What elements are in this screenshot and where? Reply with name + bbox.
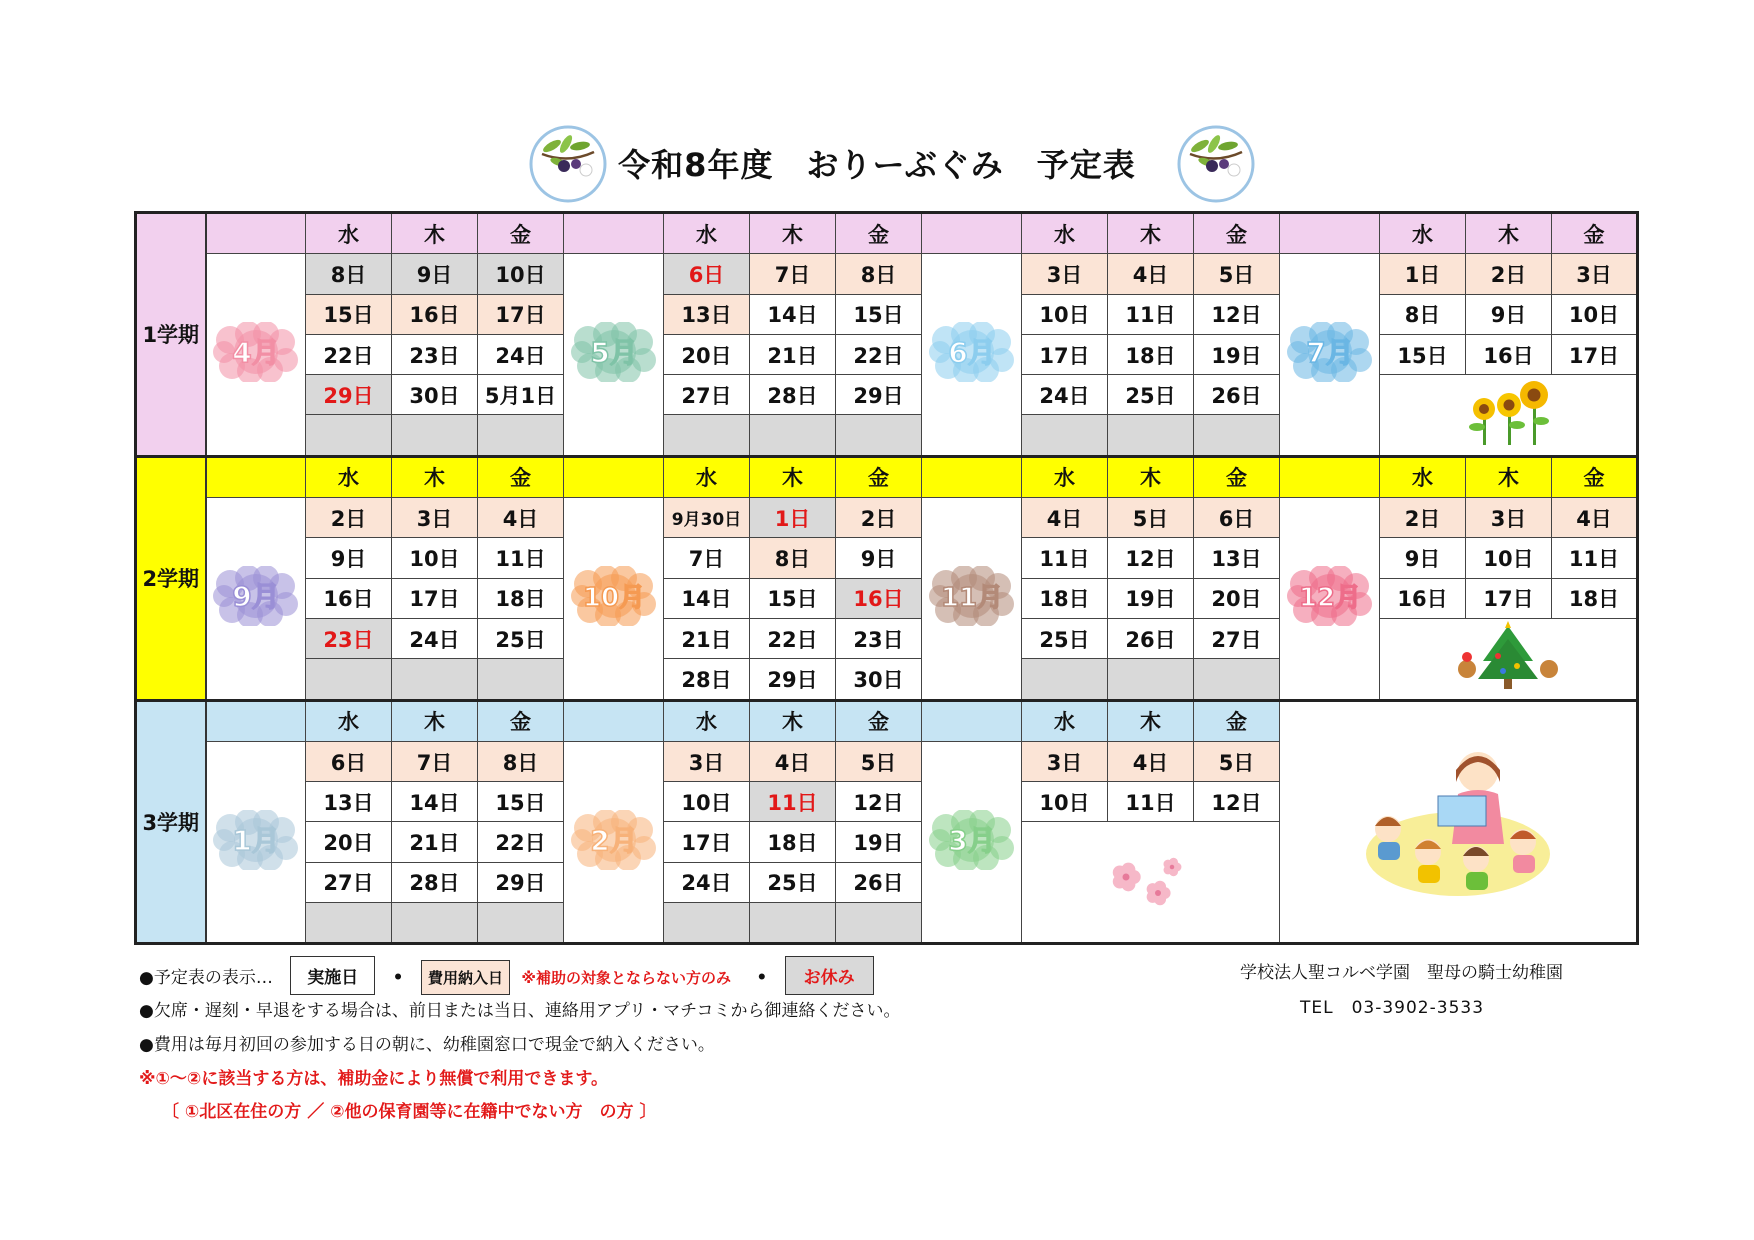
day-cell: 13日	[306, 782, 392, 822]
weekday-header: 金	[1194, 700, 1280, 741]
decoration-cell	[1022, 822, 1280, 944]
empty-day-cell	[664, 903, 750, 944]
empty-day-cell	[1108, 659, 1194, 700]
day-cell: 17日	[1022, 334, 1108, 374]
decoration-cell	[1380, 375, 1638, 457]
day-cell: 14日	[750, 294, 836, 334]
day-cell: 5日	[836, 741, 922, 781]
month-cell	[564, 498, 664, 700]
day-cell: 14日	[392, 782, 478, 822]
day-cell: 20日	[306, 822, 392, 862]
day-cell: 7日	[750, 254, 836, 294]
empty-day-cell	[478, 903, 564, 944]
day-cell: 19日	[1194, 334, 1280, 374]
day-cell: 22日	[836, 334, 922, 374]
day-cell: 2日	[306, 498, 392, 538]
day-cell: 15日	[306, 294, 392, 334]
month-badge-cloud-icon	[928, 566, 1016, 626]
day-cell: 18日	[478, 578, 564, 618]
day-cell: 16日	[1380, 578, 1466, 618]
month-header-spacer	[206, 456, 306, 497]
day-cell: 11日	[1022, 538, 1108, 578]
day-cell: 25日	[1108, 375, 1194, 415]
day-cell: 28日	[392, 862, 478, 902]
month-cell	[206, 254, 306, 456]
day-cell: 22日	[478, 822, 564, 862]
subsidy-conditions: 〔 ①北区在住の方 ／ ②他の保育園等に在籍中でない方 の方 〕	[162, 1102, 657, 1122]
day-cell: 26日	[1108, 618, 1194, 658]
day-cell: 18日	[1108, 334, 1194, 374]
weekday-header: 水	[1380, 456, 1466, 497]
month-cell	[922, 741, 1022, 943]
weekday-header: 金	[1552, 456, 1638, 497]
legend-holiday: お休み	[785, 956, 874, 995]
empty-day-cell	[1022, 659, 1108, 700]
month-cell	[1280, 498, 1380, 700]
month-header-spacer	[1280, 456, 1380, 497]
day-cell: 6日	[664, 254, 750, 294]
day-cell: 29日	[750, 659, 836, 700]
day-cell: 20日	[664, 334, 750, 374]
weekday-header: 水	[1022, 456, 1108, 497]
day-cell: 29日	[478, 862, 564, 902]
empty-day-cell	[664, 415, 750, 456]
illustration-area	[1280, 700, 1638, 944]
day-cell: 5日	[1108, 498, 1194, 538]
week-row	[136, 254, 1638, 294]
weekday-header: 水	[664, 700, 750, 741]
day-cell: 17日	[1466, 578, 1552, 618]
day-cell: 7日	[664, 538, 750, 578]
empty-day-cell	[306, 415, 392, 456]
empty-day-cell	[836, 415, 922, 456]
month-header-spacer	[1280, 213, 1380, 254]
month-badge-cloud-icon	[212, 810, 300, 870]
note-absence: ●欠席・遅刻・早退をする場合は、前日または当日、連絡用アプリ・マチコミから御連絡ください。	[139, 1001, 901, 1021]
weekday-header: 金	[478, 213, 564, 254]
weekday-header: 金	[836, 700, 922, 741]
legend-held-day: 実施日	[290, 956, 375, 995]
christmas-tree-icon	[1453, 621, 1563, 691]
day-cell: 11日	[1108, 294, 1194, 334]
weekday-header: 金	[478, 456, 564, 497]
day-cell: 16日	[306, 578, 392, 618]
day-cell: 7日	[392, 741, 478, 781]
weekday-header: 水	[664, 213, 750, 254]
decoration-cell	[1380, 618, 1638, 700]
weekday-header: 水	[1380, 213, 1466, 254]
weekday-header: 木	[750, 456, 836, 497]
day-cell: 27日	[1194, 618, 1280, 658]
term-header-row	[136, 456, 1638, 497]
weekday-header: 木	[750, 700, 836, 741]
day-cell: 23日	[392, 334, 478, 374]
day-cell: 4日	[1022, 498, 1108, 538]
day-cell: 2日	[1380, 498, 1466, 538]
day-cell: 10日	[478, 254, 564, 294]
day-cell: 9月30日	[664, 498, 750, 538]
month-cell	[206, 741, 306, 943]
page-title: 令和8年度 おりーぶぐみ 予定表	[618, 146, 1136, 184]
day-cell: 19日	[1108, 578, 1194, 618]
month-cell	[1280, 254, 1380, 456]
legend-payday: 費用納入日	[421, 960, 510, 995]
weekday-header: 金	[836, 213, 922, 254]
weekday-header: 水	[1022, 700, 1108, 741]
weekday-header: 金	[478, 700, 564, 741]
day-cell: 12日	[836, 782, 922, 822]
month-header-spacer	[564, 700, 664, 741]
month-badge-cloud-icon	[928, 322, 1016, 382]
day-cell: 27日	[306, 862, 392, 902]
weekday-header: 金	[1194, 213, 1280, 254]
month-header-spacer	[206, 213, 306, 254]
legend-payday-note: ※補助の対象とならない方のみ	[521, 969, 731, 987]
weekday-header: 水	[664, 456, 750, 497]
schedule-table	[134, 211, 1639, 945]
day-cell: 21日	[392, 822, 478, 862]
weekday-header: 金	[1552, 213, 1638, 254]
day-cell: 4日	[478, 498, 564, 538]
day-cell: 24日	[1022, 375, 1108, 415]
empty-day-cell	[750, 415, 836, 456]
empty-day-cell	[392, 659, 478, 700]
month-label: 7月	[1305, 336, 1354, 370]
weekday-header: 木	[1108, 456, 1194, 497]
month-label: 9月	[232, 579, 280, 613]
month-label: 4月	[232, 336, 280, 370]
empty-day-cell	[1194, 659, 1280, 700]
weekday-header: 木	[1108, 700, 1194, 741]
term-label: 3学期	[136, 700, 206, 944]
day-cell: 17日	[478, 294, 564, 334]
day-cell: 11日	[478, 538, 564, 578]
week-row	[136, 538, 1638, 578]
day-cell: 3日	[1022, 741, 1108, 781]
month-label: 11月	[940, 582, 1003, 613]
week-row	[136, 578, 1638, 618]
empty-day-cell	[306, 903, 392, 944]
day-cell: 24日	[478, 334, 564, 374]
weekday-header: 木	[1108, 213, 1194, 254]
day-cell: 5日	[1194, 741, 1280, 781]
day-cell: 6日	[306, 741, 392, 781]
day-cell: 23日	[836, 618, 922, 658]
day-cell: 8日	[478, 741, 564, 781]
day-cell: 28日	[664, 659, 750, 700]
month-badge-cloud-icon	[212, 566, 300, 626]
legend-prefix: ●予定表の表示…	[139, 968, 273, 988]
day-cell: 20日	[1194, 578, 1280, 618]
day-cell: 30日	[836, 659, 922, 700]
month-badge-cloud-icon	[928, 810, 1016, 870]
day-cell: 28日	[750, 375, 836, 415]
sunflower-icon	[1453, 377, 1563, 447]
day-cell: 17日	[1552, 334, 1638, 374]
week-row	[136, 498, 1638, 538]
week-row	[136, 375, 1638, 415]
day-cell: 11日	[1108, 782, 1194, 822]
month-cell	[922, 498, 1022, 700]
day-cell: 4日	[1108, 741, 1194, 781]
weekday-header: 木	[1466, 456, 1552, 497]
day-cell: 25日	[750, 862, 836, 902]
weekday-header: 木	[392, 456, 478, 497]
day-cell: 9日	[836, 538, 922, 578]
day-cell: 24日	[392, 618, 478, 658]
month-header-spacer	[922, 213, 1022, 254]
day-cell: 4日	[750, 741, 836, 781]
day-cell: 1日	[750, 498, 836, 538]
day-cell: 18日	[1552, 578, 1638, 618]
day-cell: 23日	[306, 618, 392, 658]
day-cell: 21日	[750, 334, 836, 374]
legend	[139, 956, 874, 995]
month-cell	[206, 498, 306, 700]
day-cell: 18日	[750, 822, 836, 862]
cherry-blossom-icon	[1096, 845, 1206, 915]
day-cell: 8日	[836, 254, 922, 294]
month-label: 6月	[947, 336, 996, 370]
day-cell: 22日	[750, 618, 836, 658]
empty-day-cell	[1022, 415, 1108, 456]
day-cell: 8日	[306, 254, 392, 294]
day-cell: 21日	[664, 618, 750, 658]
day-cell: 19日	[836, 822, 922, 862]
week-row	[136, 618, 1638, 658]
month-cell	[564, 254, 664, 456]
day-cell: 9日	[392, 254, 478, 294]
day-cell: 6日	[1194, 498, 1280, 538]
day-cell: 8日	[750, 538, 836, 578]
month-badge-cloud-icon	[570, 322, 658, 382]
day-cell: 17日	[664, 822, 750, 862]
weekday-header: 水	[1022, 213, 1108, 254]
day-cell: 24日	[664, 862, 750, 902]
empty-day-cell	[750, 903, 836, 944]
weekday-header: 水	[306, 213, 392, 254]
week-row	[136, 294, 1638, 334]
day-cell: 1日	[1380, 254, 1466, 294]
empty-day-cell	[392, 415, 478, 456]
day-cell: 10日	[1022, 294, 1108, 334]
day-cell: 15日	[1380, 334, 1466, 374]
term-label: 1学期	[136, 213, 206, 457]
day-cell: 11日	[1552, 538, 1638, 578]
weekday-header: 木	[1466, 213, 1552, 254]
month-label: 2月	[589, 823, 638, 857]
day-cell: 10日	[1552, 294, 1638, 334]
week-row	[136, 334, 1638, 374]
term-header-row	[136, 700, 1638, 741]
subsidy-note: ※①～②に該当する方は、補助金により無償で利用できます。	[139, 1069, 608, 1089]
day-cell: 15日	[836, 294, 922, 334]
day-cell: 16日	[836, 578, 922, 618]
weekday-header: 木	[392, 700, 478, 741]
day-cell: 2日	[836, 498, 922, 538]
month-header-spacer	[922, 700, 1022, 741]
day-cell: 12日	[1194, 294, 1280, 334]
month-header-spacer	[206, 700, 306, 741]
day-cell: 27日	[664, 375, 750, 415]
day-cell: 9日	[306, 538, 392, 578]
month-badge-cloud-icon	[1286, 566, 1374, 626]
empty-day-cell	[836, 903, 922, 944]
day-cell: 3日	[1552, 254, 1638, 294]
month-header-spacer	[564, 213, 664, 254]
day-cell: 15日	[478, 782, 564, 822]
empty-day-cell	[1108, 415, 1194, 456]
month-label: 3月	[947, 823, 996, 857]
day-cell: 5月1日	[478, 375, 564, 415]
day-cell: 3日	[1466, 498, 1552, 538]
day-cell: 3日	[392, 498, 478, 538]
month-label: 1月	[232, 823, 280, 857]
school-tel: TEL 03-3902-3533	[1300, 998, 1485, 1018]
month-badge-cloud-icon	[1286, 322, 1374, 382]
day-cell: 3日	[664, 741, 750, 781]
weekday-header: 木	[750, 213, 836, 254]
day-cell: 29日	[836, 375, 922, 415]
term-header-row	[136, 213, 1638, 254]
day-cell: 4日	[1108, 254, 1194, 294]
month-header-spacer	[922, 456, 1022, 497]
day-cell: 22日	[306, 334, 392, 374]
month-label: 10月	[582, 582, 645, 613]
month-badge-cloud-icon	[570, 810, 658, 870]
day-cell: 26日	[836, 862, 922, 902]
month-label: 5月	[589, 336, 638, 370]
day-cell: 29日	[306, 375, 392, 415]
empty-day-cell	[392, 903, 478, 944]
day-cell: 16日	[1466, 334, 1552, 374]
day-cell: 10日	[1022, 782, 1108, 822]
weekday-header: 水	[306, 700, 392, 741]
day-cell: 17日	[392, 578, 478, 618]
day-cell: 15日	[750, 578, 836, 618]
day-cell: 25日	[1022, 618, 1108, 658]
legend-bullet-2: •	[756, 968, 768, 988]
month-badge-cloud-icon	[212, 322, 300, 382]
day-cell: 30日	[392, 375, 478, 415]
day-cell: 5日	[1194, 254, 1280, 294]
day-cell: 11日	[750, 782, 836, 822]
day-cell: 13日	[1194, 538, 1280, 578]
day-cell: 8日	[1380, 294, 1466, 334]
empty-day-cell	[306, 659, 392, 700]
legend-bullet-1: •	[392, 968, 404, 988]
day-cell: 9日	[1466, 294, 1552, 334]
month-header-spacer	[564, 456, 664, 497]
note-payment: ●費用は毎月初回の参加する日の朝に、幼稚園窓口で現金で納入ください。	[139, 1035, 715, 1055]
day-cell: 12日	[1194, 782, 1280, 822]
day-cell: 10日	[392, 538, 478, 578]
day-cell: 12日	[1108, 538, 1194, 578]
day-cell: 9日	[1380, 538, 1466, 578]
month-cell	[922, 254, 1022, 456]
day-cell: 10日	[664, 782, 750, 822]
month-cell	[564, 741, 664, 943]
term-label: 2学期	[136, 456, 206, 700]
weekday-header: 木	[392, 213, 478, 254]
empty-day-cell	[478, 415, 564, 456]
day-cell: 13日	[664, 294, 750, 334]
month-label: 12月	[1298, 582, 1361, 613]
empty-day-cell	[1194, 415, 1280, 456]
teacher-reading-illustration	[1358, 734, 1558, 904]
weekday-header: 金	[1194, 456, 1280, 497]
empty-day-cell	[478, 659, 564, 700]
month-badge-cloud-icon	[570, 566, 658, 626]
day-cell: 14日	[664, 578, 750, 618]
day-cell: 4日	[1552, 498, 1638, 538]
day-cell: 16日	[392, 294, 478, 334]
day-cell: 18日	[1022, 578, 1108, 618]
day-cell: 10日	[1466, 538, 1552, 578]
day-cell: 2日	[1466, 254, 1552, 294]
weekday-header: 金	[836, 456, 922, 497]
day-cell: 3日	[1022, 254, 1108, 294]
weekday-header: 水	[306, 456, 392, 497]
day-cell: 25日	[478, 618, 564, 658]
day-cell: 26日	[1194, 375, 1280, 415]
school-name: 学校法人聖コルベ学園 聖母の騎士幼稚園	[1240, 963, 1563, 983]
